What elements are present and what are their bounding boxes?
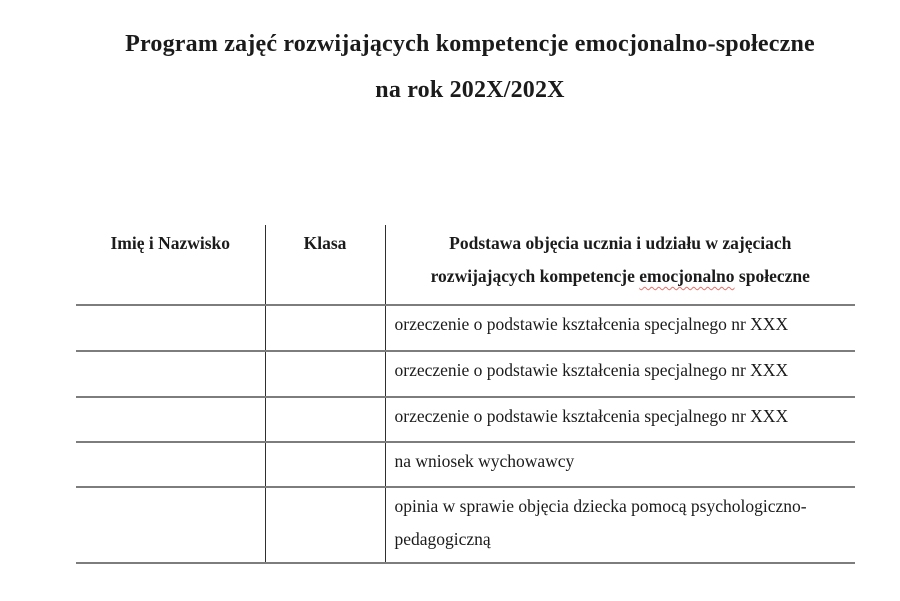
name-cell[interactable] <box>76 351 265 397</box>
table-row <box>76 487 855 563</box>
basis-cell: orzeczenie o podstawie kształcenia specjalnego nr XXX <box>385 351 855 397</box>
table-header-row <box>76 225 855 305</box>
table-row <box>76 351 855 397</box>
column-header-class: Klasa <box>265 225 385 305</box>
name-cell[interactable] <box>76 397 265 442</box>
name-cell[interactable] <box>76 442 265 487</box>
column-header-basis-line2 <box>386 260 856 293</box>
basis-cell: orzeczenie o podstawie kształcenia specjalnego nr XXX <box>385 397 855 442</box>
class-cell[interactable] <box>265 305 385 351</box>
basis-cell: opinia w sprawie objęcia dziecka pomocą psychologiczno-pedagogiczną <box>385 487 855 563</box>
document-title <box>40 21 900 113</box>
class-cell[interactable] <box>265 397 385 442</box>
name-cell[interactable] <box>76 487 265 563</box>
column-header-basis <box>385 225 855 305</box>
table-row <box>76 305 855 351</box>
table-row <box>76 442 855 487</box>
misspelled-word: emocjonalno <box>639 266 735 286</box>
class-cell[interactable] <box>265 351 385 397</box>
basis-cell: na wniosek wychowawcy <box>385 442 855 487</box>
column-header-name: Imię i Nazwisko <box>76 225 265 305</box>
class-cell[interactable] <box>265 442 385 487</box>
name-cell[interactable] <box>76 305 265 351</box>
column-header-basis-line2-after: społeczne <box>738 266 810 286</box>
column-header-basis-line1: Podstawa objęcia ucznia i udziału w zajęciach <box>449 233 792 253</box>
students-table <box>76 225 855 564</box>
basis-cell: orzeczenie o podstawie kształcenia specjalnego nr XXX <box>385 305 855 351</box>
document-title-line1: Program zajęć rozwijających kompetencje emocjonalno-społeczne <box>125 31 815 57</box>
table-row <box>76 397 855 442</box>
class-cell[interactable] <box>265 487 385 563</box>
column-header-basis-line2-before: rozwijających kompetencje <box>430 266 635 286</box>
document-title-line2: na rok 202X/202X <box>375 77 565 103</box>
